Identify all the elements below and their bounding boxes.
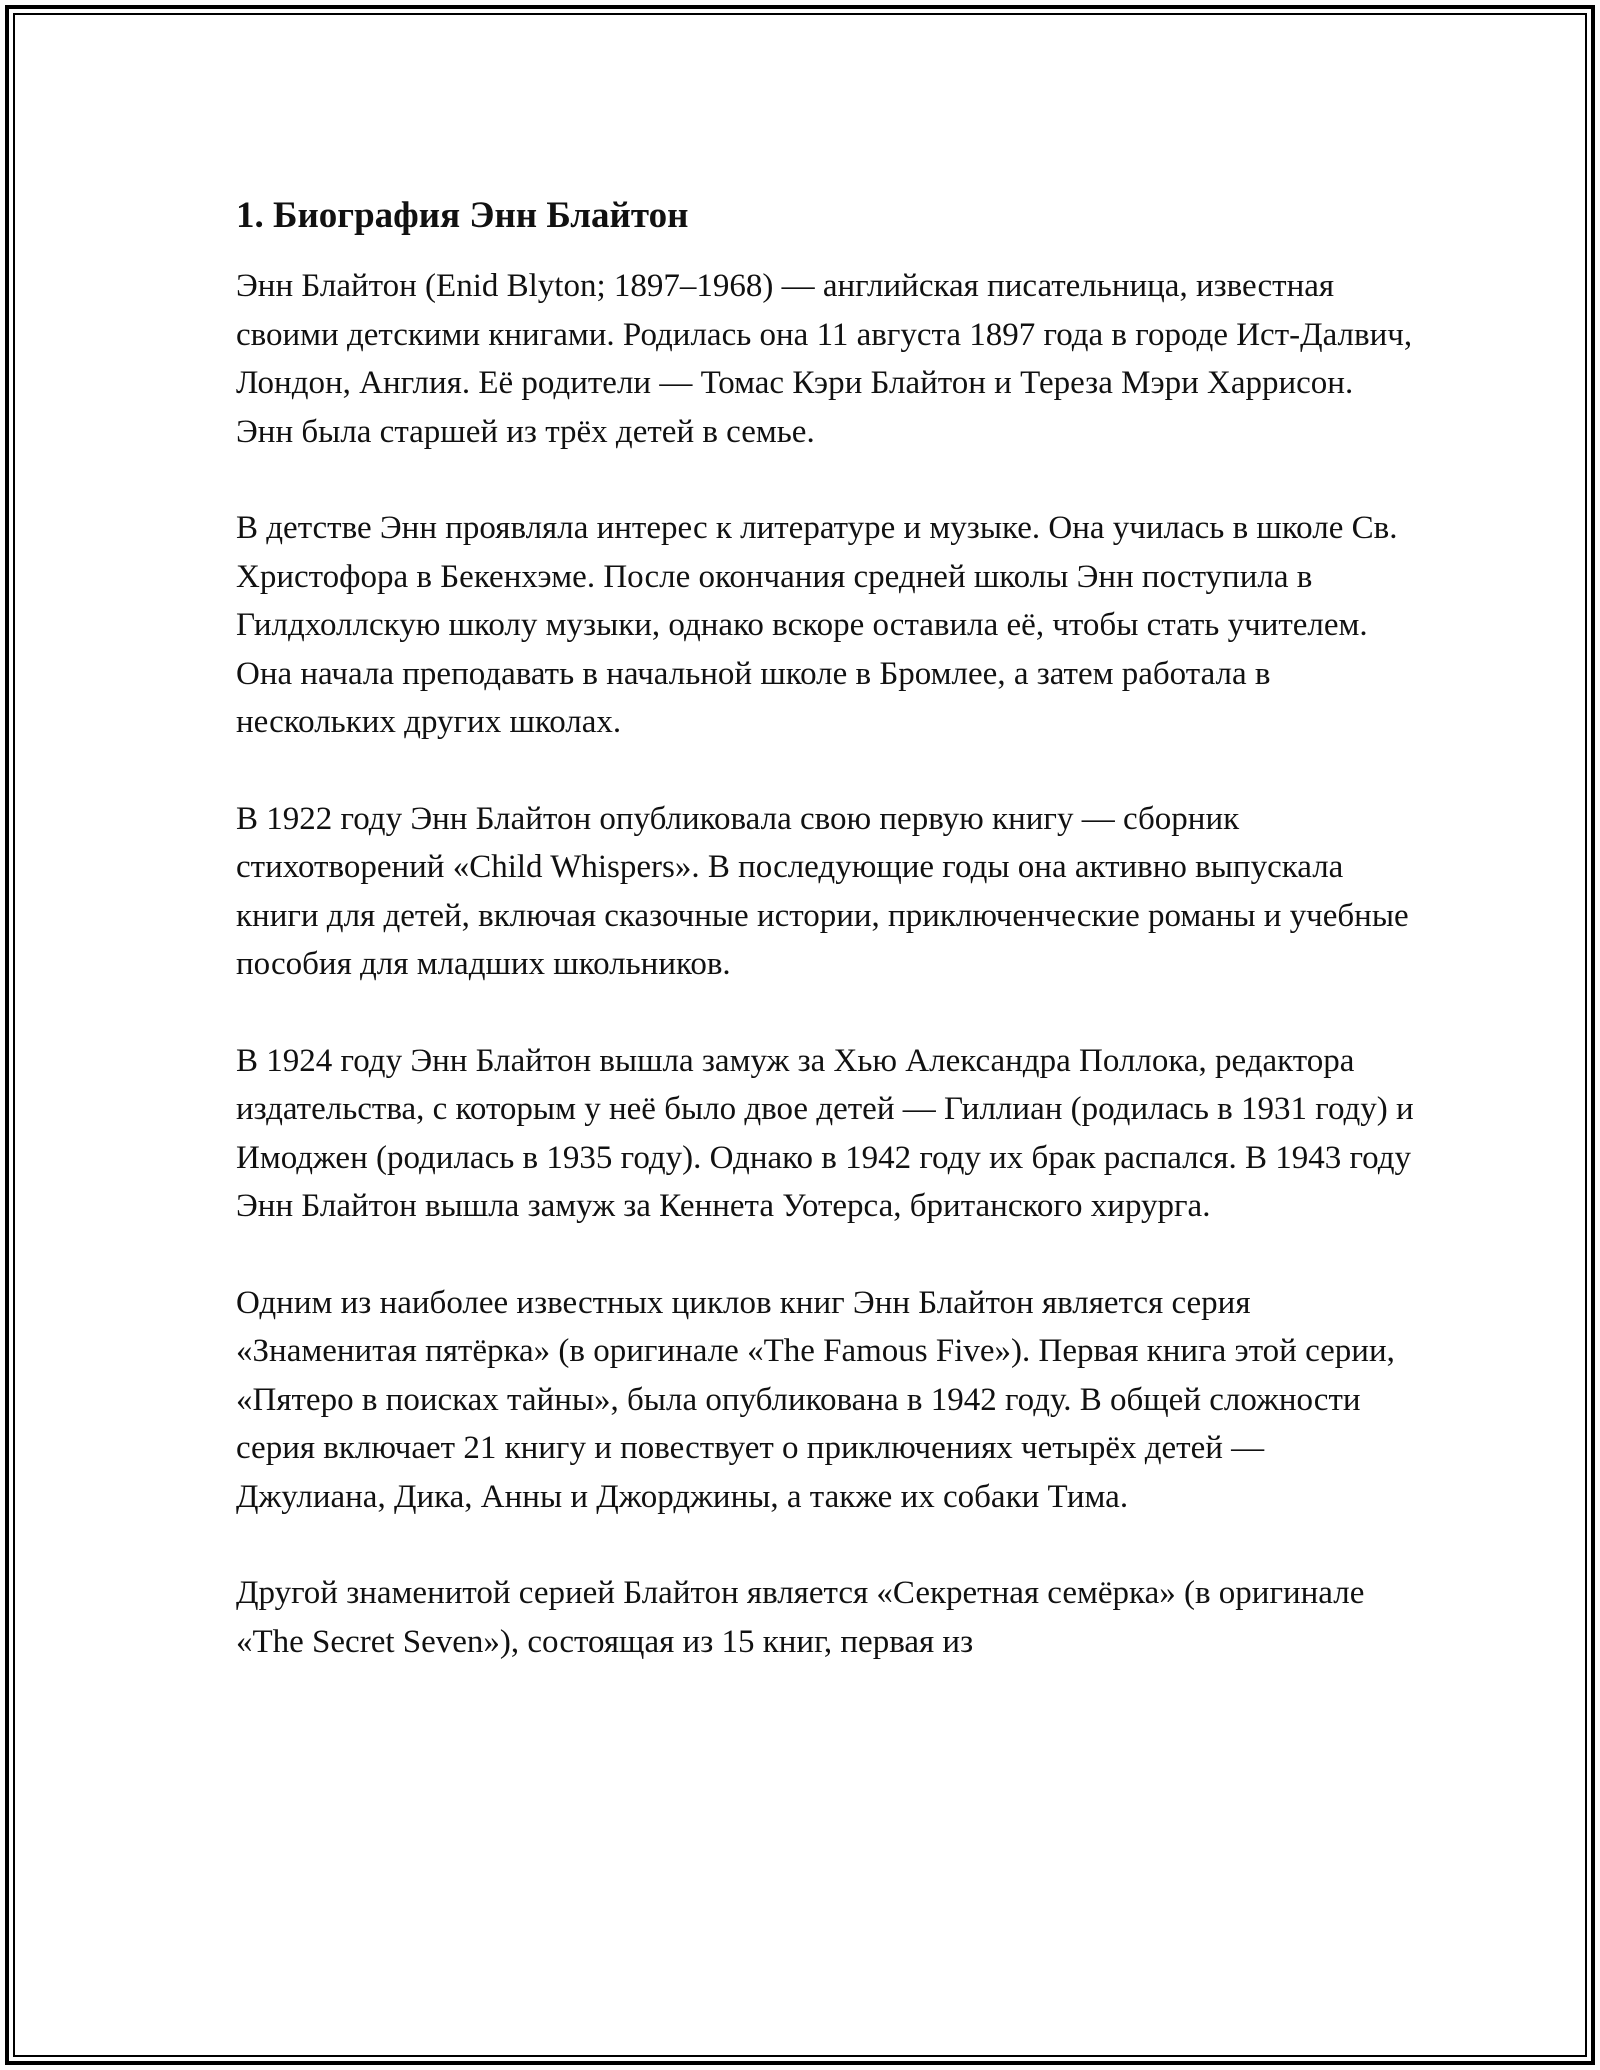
- paragraph-6: Другой знаменитой серией Блайтон является «Секретная семёрка» (в оригинале «The Secret Seven»), состоящая из 15 книг, первая из: [236, 1575, 1365, 1660]
- paragraph-3: В 1922 году Энн Блайтон опубликовала свою первую книгу — сборник стихотворений «Child Whispers». В последующие годы она активно выпускала книги для детей, включая сказочные истории, приключенческие романы и учебные пособия для младших школьников.: [236, 800, 1409, 982]
- document-body: [236, 186, 1416, 1666]
- paragraph-1: Энн Блайтон (Enid Blyton; 1897–1968) — английская писательница, известная своими детскими книгами. Родилась она 11 августа 1897 года в городе Ист-Далвич, Лондон, Англия. Её родители — Томас Кэри Блайтон и Тереза Мэри Харрисон. Энн была старшей из трёх детей в семье.: [236, 268, 1413, 450]
- paragraph-4: В 1924 году Энн Блайтон вышла замуж за Хью Александра Поллока, редактора издательства, с которым у неё было двое детей — Гиллиан (родилась в 1931 году) и Имоджен (родилась в 1935 году). Однако в 1942 году их брак распался. В 1943 году Энн Блайтон вышла замуж за Кеннета Уотерса, британского хирурга.: [236, 1042, 1414, 1224]
- paragraph-5: Одним из наиболее известных циклов книг Энн Блайтон является серия «Знаменитая пятёрка» (в оригинале «The Famous Five»). Первая книга этой серии, «Пятеро в поисках тайны», была опубликована в 1942 году. В общей сложности серия включает 21 книгу и повествует о приключениях четырёх детей — Джулиана, Дика, Анны и Джорджины, а также их собаки Тима.: [236, 1284, 1395, 1515]
- paragraph-2: В детстве Энн проявляла интерес к литературе и музыке. Она училась в школе Св. Христофора в Бекенхэме. После окончания средней школы Энн поступила в Гилдхоллскую школу музыки, однако вскоре оставила её, чтобы стать учителем. Она начала преподавать в начальной школе в Бромлее, а затем работала в нескольких других школах.: [236, 510, 1398, 740]
- section-heading: 1. Биография Энн Блайтон: [236, 195, 689, 236]
